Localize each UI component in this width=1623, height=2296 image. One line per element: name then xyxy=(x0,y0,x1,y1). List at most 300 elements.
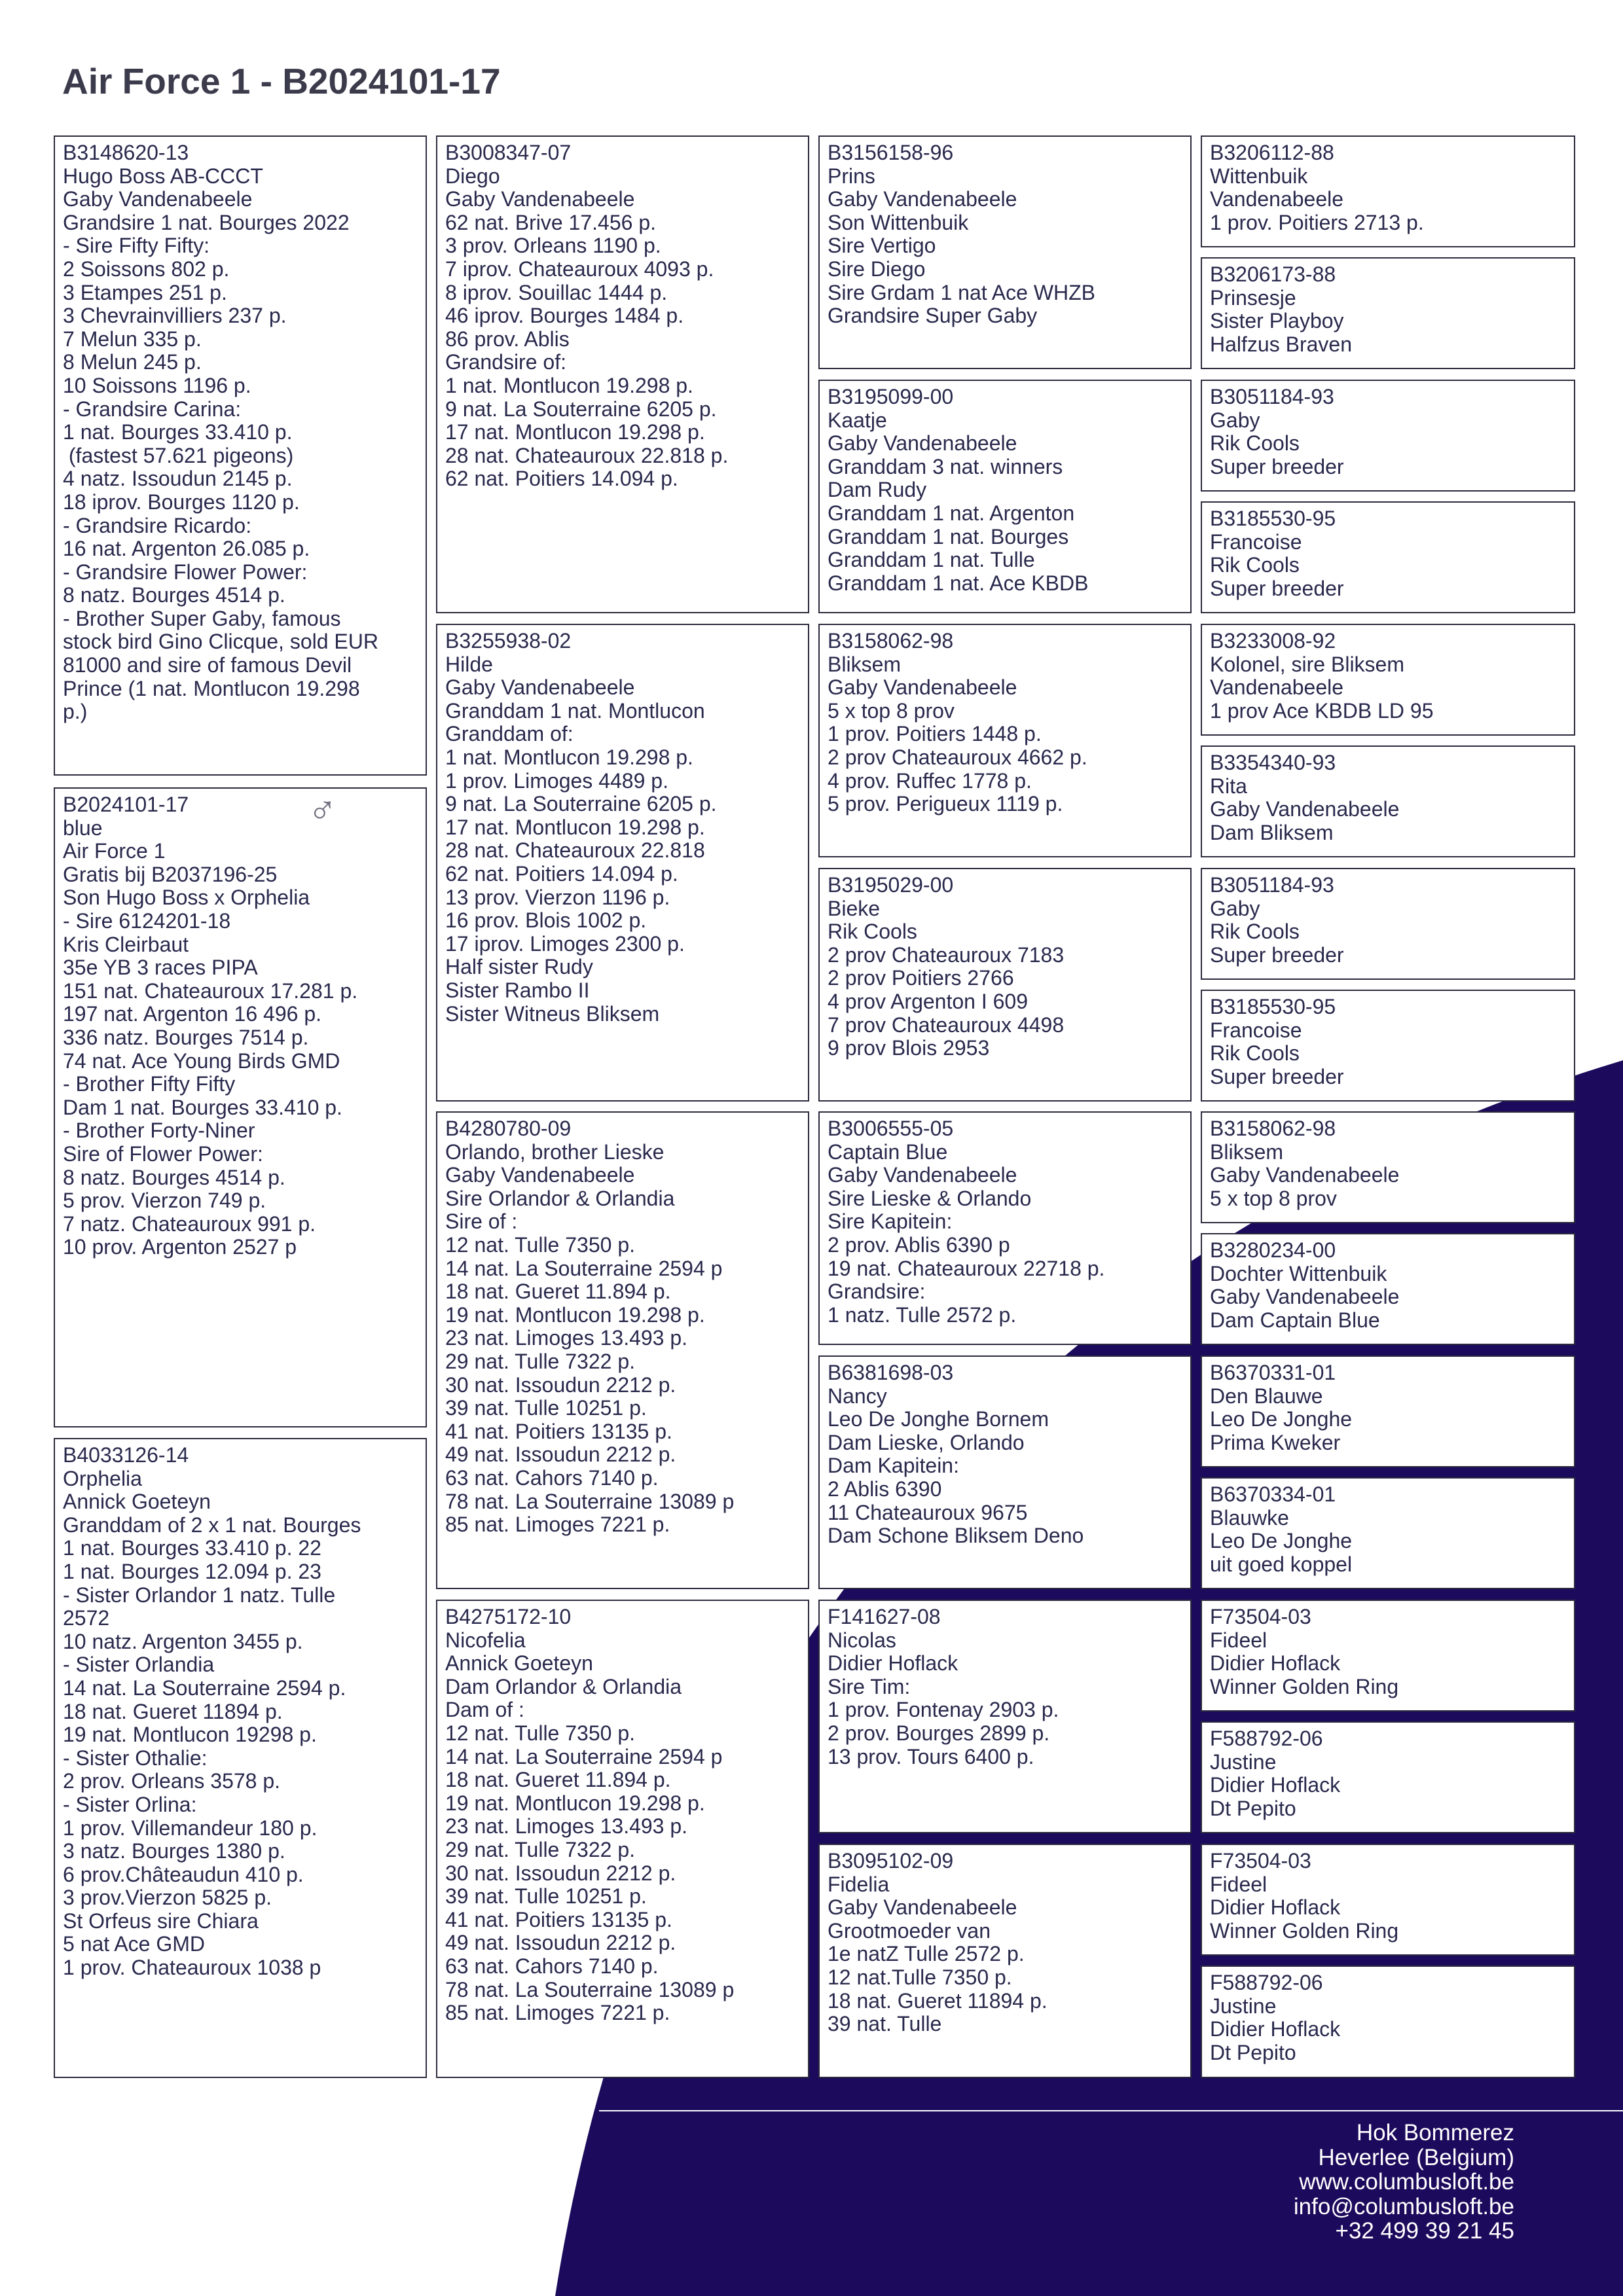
ring-number: F588792-06 xyxy=(1210,1971,1323,1994)
card-line: 78 nat. La Souterraine 13089 p xyxy=(445,1489,735,1513)
ring-number: B4033126-14 xyxy=(63,1443,189,1467)
pedigree-card-g3-4 xyxy=(818,868,1192,1102)
card-line: 2 prov Chateauroux 7183 xyxy=(828,942,1065,967)
card-line: Kaatje xyxy=(828,408,887,432)
pedigree-card-g3-1 xyxy=(818,135,1192,369)
card-line: 1 nat. Montlucon 19.298 p. xyxy=(445,373,693,397)
card-line: 2 prov Poitiers 2766 xyxy=(828,966,1014,990)
card-line: 4 natz. Issoudun 2145 p. xyxy=(63,467,293,491)
card-line: Gaby Vandenabeele xyxy=(445,187,635,211)
pedigree-card-g4-9 xyxy=(1201,1111,1575,1223)
card-line: 1 nat. Montlucon 19.298 p. xyxy=(445,745,693,769)
card-line: 49 nat. Issoudun 2212 p. xyxy=(445,1931,676,1955)
card-line: 81000 and sire of famous Devil xyxy=(63,653,352,677)
pedigree-card-g4-12 xyxy=(1201,1477,1575,1589)
card-line: Vandenabeele xyxy=(1210,675,1344,700)
card-line: 151 nat. Chateauroux 17.281 p. xyxy=(63,978,358,1003)
card-line: Gaby Vandenabeele xyxy=(828,675,1017,700)
card-line: Kolonel, sire Bliksem xyxy=(1210,652,1404,676)
card-line: Super breeder xyxy=(1210,1064,1344,1088)
card-line: 14 nat. La Souterraine 2594 p. xyxy=(63,1676,346,1700)
card-line: Gaby Vandenabeele xyxy=(828,187,1017,211)
card-line: 1 prov. Chateauroux 1038 p xyxy=(63,1956,321,1980)
card-line: 1 prov. Limoges 4489 p. xyxy=(445,768,668,793)
card-line: Dam Rudy xyxy=(828,478,927,502)
pedigree-card-g3-8 xyxy=(818,1844,1192,2078)
card-line: Gaby Vandenabeele xyxy=(828,431,1017,456)
card-line: Sire Orlandor & Orlandia xyxy=(445,1186,675,1210)
card-line: 78 nat. La Souterraine 13089 p xyxy=(445,1977,735,2001)
card-line: Gaby Vandenabeele xyxy=(445,1163,635,1187)
card-line: Rita xyxy=(1210,774,1247,798)
card-line: 18 nat. Gueret 11.894 p. xyxy=(445,1280,671,1304)
card-line: Justine xyxy=(1210,1994,1277,2018)
card-line: Wittenbuik xyxy=(1210,164,1308,188)
pedigree-card-g4-7 xyxy=(1201,868,1575,980)
pedigree-card-sire-sire xyxy=(436,135,809,613)
card-line: - Grandsire Carina: xyxy=(63,397,242,421)
card-line: Leo De Jonghe xyxy=(1210,1407,1353,1431)
card-line: 29 nat. Tulle 7322 p. xyxy=(445,1837,635,1861)
card-line: 2 Ablis 6390 xyxy=(828,1477,942,1501)
card-line: 63 nat. Cahors 7140 p. xyxy=(445,1465,659,1490)
card-line: 11 Chateauroux 9675 xyxy=(828,1500,1028,1524)
card-line: Dt Pepito xyxy=(1210,1796,1296,1820)
card-line: Dam Kapitein: xyxy=(828,1454,959,1478)
card-line: 39 nat. Tulle 10251 p. xyxy=(445,1884,647,1909)
card-line: - Sister Othalie: xyxy=(63,1746,208,1770)
ring-number: B3206173-88 xyxy=(1210,262,1336,286)
card-line: 2 prov. Ablis 6390 p xyxy=(828,1232,1010,1257)
pedigree-card-g3-3 xyxy=(818,624,1192,857)
card-line: 1 nat. Bourges 33.410 p. xyxy=(63,420,293,444)
card-line: Fideel xyxy=(1210,1872,1267,1896)
pedigree-card-subject xyxy=(54,787,427,1427)
ring-number: B3195029-00 xyxy=(828,873,954,897)
pedigree-card-g4-16 xyxy=(1201,1965,1575,2078)
card-line: 17 nat. Montlucon 19.298 p. xyxy=(445,420,705,444)
card-line: Sire Kapitein: xyxy=(828,1210,953,1234)
card-line: 10 Soissons 1196 p. xyxy=(63,373,251,397)
card-line: 39 nat. Tulle 10251 p. xyxy=(445,1396,647,1420)
card-line: 10 natz. Argenton 3455 p. xyxy=(63,1629,303,1653)
card-line: 3 prov.Vierzon 5825 p. xyxy=(63,1886,272,1910)
card-line: 23 nat. Limoges 13.493 p. xyxy=(445,1814,688,1839)
card-line: Bliksem xyxy=(828,652,902,676)
card-line: Bliksem xyxy=(1210,1139,1284,1164)
pedigree-card-g4-15 xyxy=(1201,1844,1575,1956)
card-line: 28 nat. Chateauroux 22.818 xyxy=(445,838,705,863)
ring-number: B3233008-92 xyxy=(1210,629,1336,653)
card-line: 3 Etampes 251 p. xyxy=(63,280,227,304)
card-line: - Sister Orlina: xyxy=(63,1792,197,1816)
card-line: Sire Lieske & Orlando xyxy=(828,1186,1032,1210)
card-line: Dt Pepito xyxy=(1210,2040,1296,2064)
card-line: Francoise xyxy=(1210,1018,1302,1042)
card-line: 8 natz. Bourges 4514 p. xyxy=(63,1165,285,1189)
pedigree-card-g4-4 xyxy=(1201,501,1575,613)
card-line: Sire of : xyxy=(445,1210,518,1234)
pedigree-card-g4-8 xyxy=(1201,990,1575,1102)
card-line: Bieke xyxy=(828,896,881,920)
card-line: 74 nat. Ace Young Birds GMD xyxy=(63,1049,340,1073)
card-line: 13 prov. Vierzon 1196 p. xyxy=(445,885,670,909)
card-line: Granddam 1 nat. Tulle xyxy=(828,548,1035,572)
phone-number[interactable]: +32 499 39 21 45 xyxy=(1335,2218,1514,2244)
card-line: - Sire Fifty Fifty: xyxy=(63,234,210,258)
card-line: Rik Cools xyxy=(1210,553,1300,577)
card-line: 85 nat. Limoges 7221 p. xyxy=(445,2001,670,2025)
card-line: 30 nat. Issoudun 2212 p. xyxy=(445,1861,676,1885)
card-line: Den Blauwe xyxy=(1210,1384,1323,1408)
ring-number: B3006555-05 xyxy=(828,1117,954,1140)
card-line: 62 nat. Brive 17.456 p. xyxy=(445,210,656,234)
ring-number: B3354340-93 xyxy=(1210,751,1336,774)
card-line: 85 nat. Limoges 7221 p. xyxy=(445,1513,670,1537)
card-line: 9 nat. La Souterraine 6205 p. xyxy=(445,397,717,421)
card-line: Nicofelia xyxy=(445,1628,526,1652)
ring-number: B3148620-13 xyxy=(63,141,189,164)
card-line: 35e YB 3 races PIPA xyxy=(63,956,258,980)
card-line: 13 prov. Tours 6400 p. xyxy=(828,1744,1034,1768)
card-line: Super breeder xyxy=(1210,454,1344,478)
email-link[interactable]: info@columbusloft.be xyxy=(1293,2193,1514,2219)
card-line: 14 nat. La Souterraine 2594 p xyxy=(445,1744,723,1768)
pedigree-card-g4-5 xyxy=(1201,624,1575,736)
card-line: 18 nat. Gueret 11.894 p. xyxy=(445,1768,671,1792)
card-line: Sire Tim: xyxy=(828,1674,911,1698)
card-line: Dam Schone Bliksem Deno xyxy=(828,1524,1084,1548)
card-line: 7 Melun 335 p. xyxy=(63,327,202,351)
card-line: Dam of : xyxy=(445,1698,524,1722)
card-line: Grootmoeder van xyxy=(828,1918,991,1943)
card-line: Prima Kweker xyxy=(1210,1430,1341,1454)
card-line: 3 prov. Orleans 1190 p. xyxy=(445,234,661,258)
ring-number: B3185530-95 xyxy=(1210,507,1336,530)
card-line: Vandenabeele xyxy=(1210,187,1344,211)
pedigree-card-g4-2 xyxy=(1201,257,1575,369)
card-line: 1e natZ Tulle 2572 p. xyxy=(828,1942,1025,1966)
card-line: Sister Rambo II xyxy=(445,978,590,1002)
ring-number: F141627-08 xyxy=(828,1605,941,1628)
card-line: uit goed koppel xyxy=(1210,1552,1353,1576)
card-line: St Orfeus sire Chiara xyxy=(63,1909,259,1933)
card-line: Gaby xyxy=(1210,408,1260,432)
card-line: Dam 1 nat. Bourges 33.410 p. xyxy=(63,1095,342,1119)
card-line: 8 iprov. Souillac 1444 p. xyxy=(445,280,668,304)
card-line: 19 nat. Montlucon 19.298 p. xyxy=(445,1302,705,1327)
card-line: - Sire 6124201-18 xyxy=(63,908,231,933)
card-line: 28 nat. Chateauroux 22.818 p. xyxy=(445,443,729,467)
card-line: Dam Captain Blue xyxy=(1210,1308,1380,1332)
card-line: Justine xyxy=(1210,1749,1277,1774)
card-line: Gratis bij B2037196-25 xyxy=(63,862,278,886)
pedigree-card-sire xyxy=(54,135,427,776)
card-line: 1 nat. Bourges 12.094 p. 23 xyxy=(63,1559,321,1583)
card-line: 18 iprov. Bourges 1120 p. xyxy=(63,490,300,514)
card-line: 1 prov. Villemandeur 180 p. xyxy=(63,1816,318,1840)
card-line: Hugo Boss AB-CCCT xyxy=(63,164,263,188)
card-line: Sire Vertigo xyxy=(828,234,936,258)
ring-number: B3051184-93 xyxy=(1210,385,1334,408)
card-line: 2 Soissons 802 p. xyxy=(63,257,230,281)
card-line: Didier Hoflack xyxy=(1210,1773,1341,1797)
card-line: - Grandsire Ricardo: xyxy=(63,513,252,537)
card-line: Prinsesje xyxy=(1210,285,1296,310)
card-line: Granddam of: xyxy=(445,722,574,746)
card-line: Gaby Vandenabeele xyxy=(1210,1285,1400,1309)
card-line: Grandsire Super Gaby xyxy=(828,304,1038,328)
card-line: 1 prov Ace KBDB LD 95 xyxy=(1210,698,1434,723)
pedigree-card-g4-13 xyxy=(1201,1600,1575,1712)
card-line: 4 prov. Ruffec 1778 p. xyxy=(828,768,1032,793)
ring-number: B3280234-00 xyxy=(1210,1238,1336,1262)
ring-number: B2024101-17 xyxy=(63,793,189,816)
card-line: 5 prov. Perigueux 1119 p. xyxy=(828,792,1063,816)
card-line: 41 nat. Poitiers 13135 p. xyxy=(445,1907,672,1931)
ring-number: B6381698-03 xyxy=(828,1361,954,1384)
card-line: 1 natz. Tulle 2572 p. xyxy=(828,1302,1017,1327)
pedigree-card-g4-11 xyxy=(1201,1355,1575,1467)
footer-contact xyxy=(1294,2121,1514,2244)
card-line: Captain Blue xyxy=(828,1139,948,1164)
card-line: 18 nat. Gueret 11894 p. xyxy=(63,1699,283,1723)
card-line: 9 prov Blois 2953 xyxy=(828,1036,990,1060)
card-line: 18 nat. Gueret 11894 p. xyxy=(828,1988,1048,2013)
card-line: Granddam 1 nat. Bourges xyxy=(828,524,1069,548)
card-line: (fastest 57.621 pigeons) xyxy=(63,443,294,467)
card-line: Gaby xyxy=(1210,896,1260,920)
card-line: Fideel xyxy=(1210,1628,1267,1652)
card-line: Prins xyxy=(828,164,875,188)
card-line: 1 prov. Poitiers 2713 p. xyxy=(1210,210,1424,234)
card-line: 17 iprov. Limoges 2300 p. xyxy=(445,931,685,956)
card-line: 2 prov Chateauroux 4662 p. xyxy=(828,745,1087,769)
ring-number: F73504-03 xyxy=(1210,1605,1311,1628)
card-line: 1 prov. Fontenay 2903 p. xyxy=(828,1698,1059,1722)
card-line: Super breeder xyxy=(1210,942,1344,967)
card-line: Sire Grdam 1 nat Ace WHZB xyxy=(828,280,1096,304)
ring-number: B3008347-07 xyxy=(445,141,572,164)
card-line: 4 prov Argenton I 609 xyxy=(828,989,1028,1013)
pedigree-card-g3-6 xyxy=(818,1355,1192,1589)
card-line: Granddam 1 nat. Ace KBDB xyxy=(828,571,1089,595)
card-line: 10 prov. Argenton 2527 p xyxy=(63,1235,297,1259)
card-line: Winner Golden Ring xyxy=(1210,1918,1399,1943)
card-line: Nancy xyxy=(828,1384,887,1408)
pedigree-card-dam-dam xyxy=(436,1600,809,2078)
pedigree-card-g3-2 xyxy=(818,380,1192,613)
ring-number: B3158062-98 xyxy=(1210,1117,1336,1140)
card-line: Blauwke xyxy=(1210,1505,1289,1530)
card-line: 30 nat. Issoudun 2212 p. xyxy=(445,1372,676,1397)
website-link[interactable]: www.columbusloft.be xyxy=(1299,2169,1514,2195)
card-line: Winner Golden Ring xyxy=(1210,1674,1399,1698)
card-line: Dochter Wittenbuik xyxy=(1210,1261,1387,1285)
card-line: Kris Cleirbaut xyxy=(63,932,189,956)
card-line: Gaby Vandenabeele xyxy=(63,187,253,211)
card-line: Diego xyxy=(445,164,500,188)
card-line: 12 nat. Tulle 7350 p. xyxy=(445,1232,635,1257)
card-line: Son Hugo Boss x Orphelia xyxy=(63,886,310,910)
ring-number: B3185530-95 xyxy=(1210,995,1336,1018)
card-line: Rik Cools xyxy=(1210,920,1300,944)
card-line: 19 nat. Montlucon 19298 p. xyxy=(63,1723,317,1747)
card-line: 17 nat. Montlucon 19.298 p. xyxy=(445,815,705,839)
card-line: Rik Cools xyxy=(1210,431,1300,456)
pedigree-card-g4-10 xyxy=(1201,1233,1575,1345)
card-line: 16 nat. Argenton 26.085 p. xyxy=(63,537,310,561)
card-line: 23 nat. Limoges 13.493 p. xyxy=(445,1326,688,1350)
card-line: Gaby Vandenabeele xyxy=(445,675,635,700)
ring-number: B3095102-09 xyxy=(828,1849,954,1873)
card-line: 2 prov. Bourges 2899 p. xyxy=(828,1721,1050,1745)
card-line: Francoise xyxy=(1210,529,1302,554)
card-line: 3 Chevrainvilliers 237 p. xyxy=(63,304,287,328)
card-line: 62 nat. Poitiers 14.094 p. xyxy=(445,861,678,886)
card-line: 6 prov.Châteaudun 410 p. xyxy=(63,1862,304,1886)
ring-number: B6370334-01 xyxy=(1210,1482,1336,1506)
ring-number: B3195099-00 xyxy=(828,385,954,408)
pedigree-card-dam xyxy=(54,1438,427,2078)
card-line: Didier Hoflack xyxy=(1210,1895,1341,1920)
pedigree-card-g4-6 xyxy=(1201,745,1575,857)
card-line: - Brother Forty-Niner xyxy=(63,1119,255,1143)
pedigree-card-sire-dam xyxy=(436,624,809,1102)
card-line: - Grandsire Flower Power: xyxy=(63,560,308,584)
card-line: 19 nat. Montlucon 19.298 p. xyxy=(445,1791,705,1815)
pedigree-card-dam-sire xyxy=(436,1111,809,1589)
footer-divider xyxy=(599,2110,1623,2111)
ring-number: B3051184-93 xyxy=(1210,873,1334,897)
ring-number: B4275172-10 xyxy=(445,1605,572,1628)
ring-number: B6370331-01 xyxy=(1210,1361,1336,1384)
ring-number: B3255938-02 xyxy=(445,629,572,653)
card-line: 5 nat Ace GMD xyxy=(63,1932,205,1956)
card-line: Sister Playboy xyxy=(1210,309,1344,333)
card-line: - Sister Orlandia xyxy=(63,1653,215,1677)
card-line: 336 natz. Bourges 7514 p. xyxy=(63,1025,309,1049)
card-line: Annick Goeteyn xyxy=(445,1651,593,1676)
card-line: Granddam 1 nat. Montlucon xyxy=(445,698,705,723)
card-line: Orphelia xyxy=(63,1466,142,1490)
male-sex-icon: ♂ xyxy=(308,788,337,832)
card-line: 1 prov. Poitiers 1448 p. xyxy=(828,722,1042,746)
card-line: Leo De Jonghe Bornem xyxy=(828,1407,1049,1431)
ring-number: F588792-06 xyxy=(1210,1727,1323,1750)
card-line: Gaby Vandenabeele xyxy=(828,1163,1017,1187)
card-line: 41 nat. Poitiers 13135 p. xyxy=(445,1419,672,1443)
card-line: 12 nat.Tulle 7350 p. xyxy=(828,1965,1012,1989)
card-line: 16 prov. Blois 1002 p. xyxy=(445,908,647,933)
card-line: 2572 xyxy=(63,1606,110,1630)
card-line: Halfzus Braven xyxy=(1210,332,1352,356)
pedigree-card-g3-7 xyxy=(818,1600,1192,1833)
page-title: Air Force 1 - B2024101-17 xyxy=(62,61,501,101)
card-line: 8 natz. Bourges 4514 p. xyxy=(63,583,285,607)
card-line: 8 Melun 245 p. xyxy=(63,350,202,374)
loft-location: Heverlee (Belgium) xyxy=(1318,2144,1514,2170)
card-line: Rik Cools xyxy=(1210,1041,1300,1066)
card-line: 5 prov. Vierzon 749 p. xyxy=(63,1189,266,1213)
pedigree-card-g4-14 xyxy=(1201,1721,1575,1833)
pedigree-card-g4-3 xyxy=(1201,380,1575,492)
card-line: Dam Lieske, Orlando xyxy=(828,1430,1025,1454)
card-line: Sire Diego xyxy=(828,257,926,281)
card-line: Fidelia xyxy=(828,1872,890,1896)
card-line: Granddam of 2 x 1 nat. Bourges xyxy=(63,1513,361,1537)
card-line: Leo De Jonghe xyxy=(1210,1529,1353,1553)
card-line: - Brother Super Gaby, famous xyxy=(63,606,341,630)
pedigree-card-g4-1 xyxy=(1201,135,1575,247)
card-line: - Brother Fifty Fifty xyxy=(63,1072,236,1096)
card-line: 29 nat. Tulle 7322 p. xyxy=(445,1349,635,1373)
card-line: 49 nat. Issoudun 2212 p. xyxy=(445,1443,676,1467)
card-line: Didier Hoflack xyxy=(828,1651,958,1676)
card-line: 86 prov. Ablis xyxy=(445,327,570,351)
card-line: blue xyxy=(63,816,103,840)
pedigree-card-g3-5 xyxy=(818,1111,1192,1345)
card-line: Prince (1 nat. Montlucon 19.298 xyxy=(63,676,360,700)
card-line: Annick Goeteyn xyxy=(63,1490,211,1514)
card-line: Half sister Rudy xyxy=(445,955,593,979)
card-line: 19 nat. Chateauroux 22718 p. xyxy=(828,1256,1105,1280)
card-line: 5 x top 8 prov xyxy=(828,698,955,723)
card-line: 14 nat. La Souterraine 2594 p xyxy=(445,1256,723,1280)
card-line: - Sister Orlandor 1 natz. Tulle xyxy=(63,1583,336,1607)
card-line: Gaby Vandenabeele xyxy=(1210,1163,1400,1187)
card-line: Sister Witneus Bliksem xyxy=(445,1001,660,1026)
card-line: 9 nat. La Souterraine 6205 p. xyxy=(445,792,717,816)
card-line: 39 nat. Tulle xyxy=(828,2012,942,2036)
card-line: 1 nat. Bourges 33.410 p. 22 xyxy=(63,1536,321,1560)
card-line: 5 x top 8 prov xyxy=(1210,1186,1337,1210)
card-line: Nicolas xyxy=(828,1628,896,1652)
card-line: 12 nat. Tulle 7350 p. xyxy=(445,1721,635,1745)
card-line: Orlando, brother Lieske xyxy=(445,1139,665,1164)
card-line: Rik Cools xyxy=(828,920,917,944)
ring-number: B3156158-96 xyxy=(828,141,954,164)
card-line: Granddam 3 nat. winners xyxy=(828,454,1063,478)
card-line: 7 iprov. Chateauroux 4093 p. xyxy=(445,257,714,281)
ring-number: B3158062-98 xyxy=(828,629,954,653)
card-line: 3 natz. Bourges 1380 p. xyxy=(63,1839,285,1863)
card-line: Didier Hoflack xyxy=(1210,2017,1341,2041)
ring-number: F73504-03 xyxy=(1210,1849,1311,1873)
card-line: Gaby Vandenabeele xyxy=(1210,797,1400,821)
card-line: Sire of Flower Power: xyxy=(63,1141,263,1166)
ring-number: B4280780-09 xyxy=(445,1117,572,1140)
card-line: Granddam 1 nat. Argenton xyxy=(828,501,1075,525)
card-line: Grandsire 1 nat. Bourges 2022 xyxy=(63,210,350,234)
card-line: 7 prov Chateauroux 4498 xyxy=(828,1013,1065,1037)
loft-name: Hok Bommerez xyxy=(1356,2120,1514,2145)
card-line: Didier Hoflack xyxy=(1210,1651,1341,1676)
card-line: 2 prov. Orleans 3578 p. xyxy=(63,1769,281,1793)
card-line: 62 nat. Poitiers 14.094 p. xyxy=(445,467,678,491)
card-line: Grandsire of: xyxy=(445,350,566,374)
card-line: Grandsire: xyxy=(828,1280,926,1304)
card-line: p.) xyxy=(63,700,88,724)
card-line: Son Wittenbuik xyxy=(828,210,969,234)
card-line: 197 nat. Argenton 16 496 p. xyxy=(63,1002,321,1026)
card-line: Air Force 1 xyxy=(63,839,166,863)
card-line: Super breeder xyxy=(1210,576,1344,600)
card-line: Gaby Vandenabeele xyxy=(828,1895,1017,1920)
card-line: Dam Bliksem xyxy=(1210,820,1334,844)
card-line: 46 iprov. Bourges 1484 p. xyxy=(445,304,684,328)
card-line: 7 natz. Chateauroux 991 p. xyxy=(63,1211,316,1236)
